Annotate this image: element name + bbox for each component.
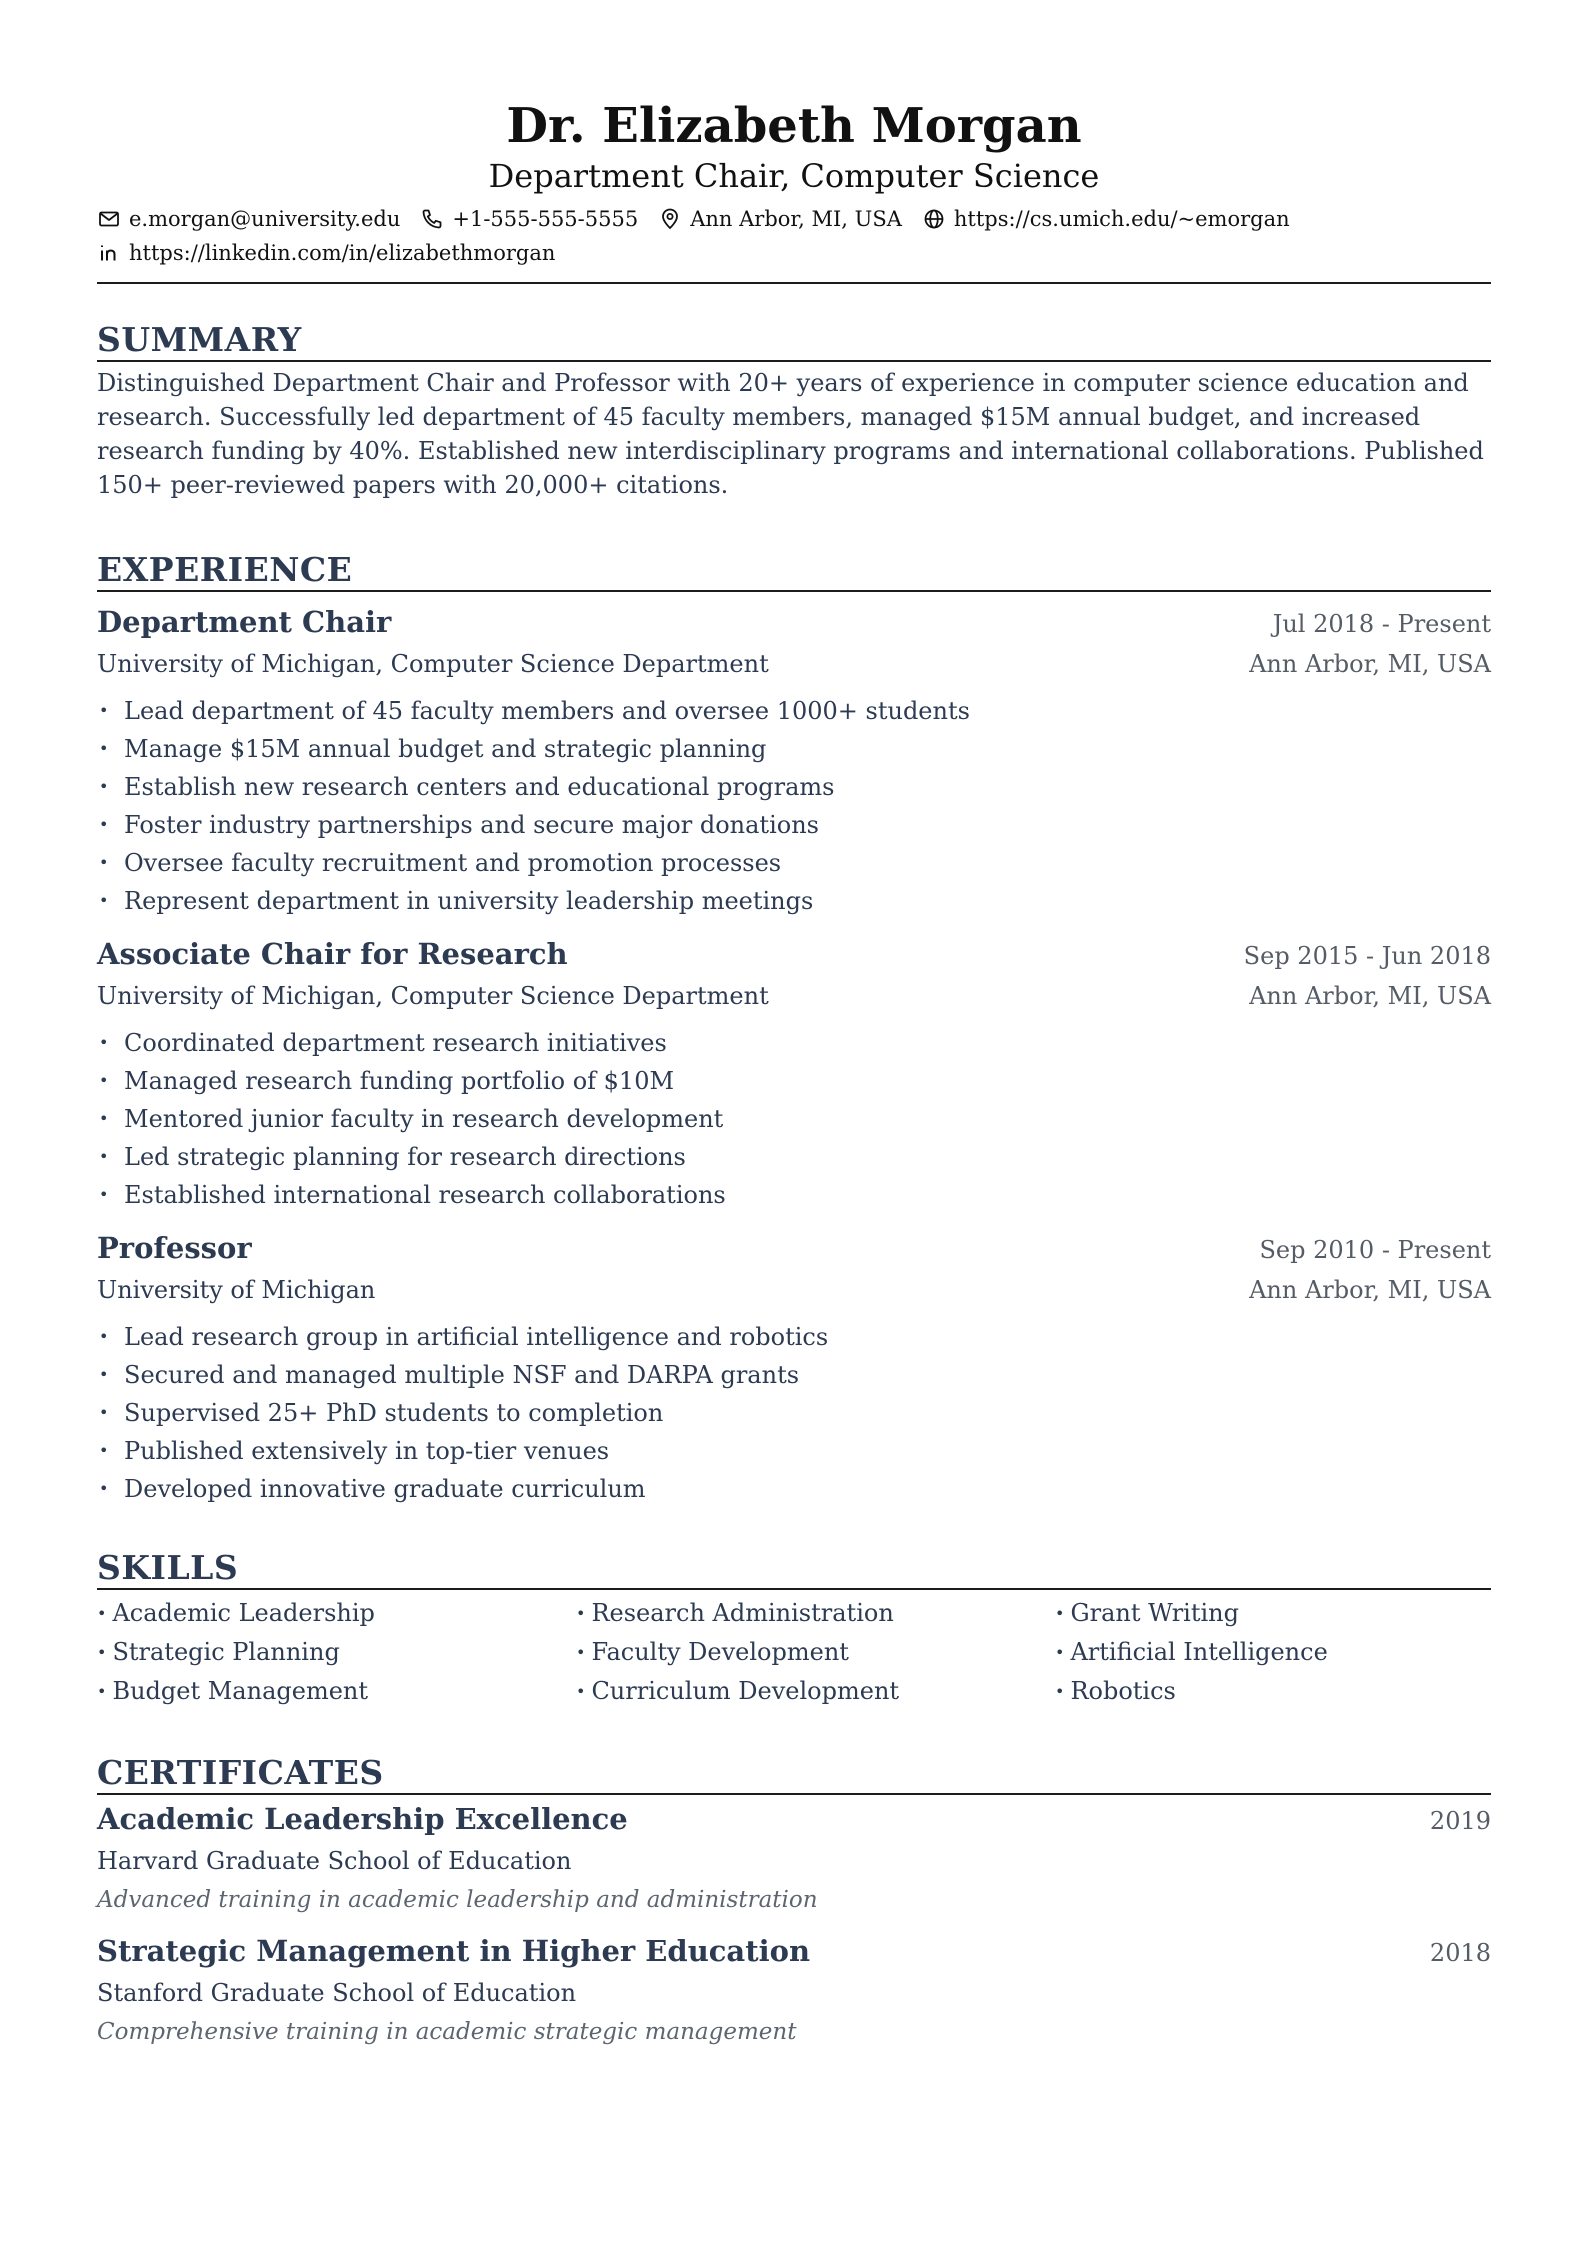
certificate-year: 2018: [1429, 1939, 1491, 1967]
certificate-description: Comprehensive training in academic strategic management: [97, 2019, 797, 2045]
certificates-section: [97, 1753, 1491, 2051]
bullet-item: • Developed innovative graduate curriculum: [97, 1470, 1491, 1508]
job-location: Ann Arbor, MI, USA: [1249, 650, 1491, 678]
experience-item: [97, 934, 1491, 1214]
skill-item: • Artificial Intelligence: [1055, 1638, 1328, 1666]
certificate-name: Academic Leadership Excellence: [97, 1802, 628, 1836]
certificate-item: [97, 1799, 1491, 1919]
bullet-item: • Establish new research centers and educational programs: [97, 768, 1491, 806]
globe-icon: [922, 207, 946, 231]
phone-icon: [420, 207, 444, 231]
skill-item: • Curriculum Development: [576, 1677, 900, 1705]
bullet-item: • Foster industry partnerships and secure major donations: [97, 806, 1491, 844]
job-organization: University of Michigan: [97, 1276, 376, 1304]
bullet-item: • Manage $15M annual budget and strategic planning: [97, 730, 1491, 768]
job-bullets: [97, 692, 1491, 920]
job-organization: University of Michigan, Computer Science Department: [97, 650, 769, 678]
contact-linkedin[interactable]: [97, 236, 555, 270]
contact-location: [658, 202, 902, 236]
skill-item: • Academic Leadership: [97, 1599, 375, 1627]
website-link[interactable]: https://cs.umich.edu/~emorgan: [953, 207, 1290, 231]
skill-item: • Research Administration: [576, 1599, 894, 1627]
skill-item: • Budget Management: [97, 1677, 369, 1705]
job-bullets: [97, 1318, 1491, 1508]
bullet-item: • Lead research group in artificial intelligence and robotics: [97, 1318, 1491, 1356]
summary-text: Distinguished Department Chair and Professor with 20+ years of experience in computer science education and research. Successfully led department of 45 faculty members, managed $15M annual budget, and increased research funding by 40%. Established new interdisciplinary programs and international collaborations. Published 150+ peer-reviewed papers with 20,000+ citations.: [97, 369, 1484, 499]
candidate-name: Dr. Elizabeth Morgan: [506, 98, 1082, 154]
certificate-name: Strategic Management in Higher Education: [97, 1934, 811, 1968]
linkedin-icon: [97, 241, 121, 265]
bullet-item: • Oversee faculty recruitment and promotion processes: [97, 844, 1491, 882]
bullet-item: • Lead department of 45 faculty members and oversee 1000+ students: [97, 692, 1491, 730]
experience-item: [97, 602, 1491, 920]
skill-item: • Strategic Planning: [97, 1638, 340, 1666]
section-divider: [97, 1793, 1491, 1795]
certificate-description: Advanced training in academic leadership and administration: [97, 1887, 818, 1913]
skills-grid: [97, 1594, 1491, 1711]
section-divider: [97, 360, 1491, 362]
section-title-summary: SUMMARY: [97, 320, 302, 359]
job-dates: Sep 2015 - Jun 2018: [1243, 942, 1491, 970]
certificate-year: 2019: [1429, 1807, 1491, 1835]
contact-row-2: [97, 236, 1491, 270]
section-divider: [97, 1588, 1491, 1590]
bullet-item: • Supervised 25+ PhD students to completion: [97, 1394, 1491, 1432]
job-bullets: [97, 1024, 1491, 1214]
job-location: Ann Arbor, MI, USA: [1249, 982, 1491, 1010]
bullet-item: • Published extensively in top-tier venues: [97, 1432, 1491, 1470]
skill-item: • Grant Writing: [1055, 1599, 1239, 1627]
phone-text[interactable]: +1-555-555-5555: [452, 207, 639, 231]
certificate-item: [97, 1931, 1491, 2051]
section-title-skills: SKILLS: [97, 1548, 239, 1587]
bullet-item: • Established international research collaborations: [97, 1176, 1491, 1214]
summary-section: [97, 320, 1491, 502]
bullet-item: • Secured and managed multiple NSF and DARPA grants: [97, 1356, 1491, 1394]
bullet-item: • Managed research funding portfolio of $10M: [97, 1062, 1491, 1100]
location-pin-icon: [658, 207, 682, 231]
certificate-issuer: Harvard Graduate School of Education: [97, 1847, 572, 1875]
bullet-item: • Mentored junior faculty in research development: [97, 1100, 1491, 1138]
job-dates: Sep 2010 - Present: [1259, 1236, 1491, 1264]
section-title-experience: EXPERIENCE: [97, 550, 353, 589]
certificate-issuer: Stanford Graduate School of Education: [97, 1979, 577, 2007]
skill-item: • Robotics: [1055, 1677, 1176, 1705]
mail-icon: [97, 207, 121, 231]
section-title-certificates: CERTIFICATES: [97, 1753, 384, 1792]
contact-website[interactable]: [922, 202, 1290, 236]
bullet-item: • Led strategic planning for research directions: [97, 1138, 1491, 1176]
skills-section: [97, 1548, 1491, 1711]
contact-email[interactable]: [97, 202, 400, 236]
linkedin-link[interactable]: https://linkedin.com/in/elizabethmorgan: [129, 241, 556, 265]
experience-section: [97, 550, 1491, 1508]
contact-phone[interactable]: [420, 202, 638, 236]
job-location: Ann Arbor, MI, USA: [1249, 1276, 1491, 1304]
location-text: Ann Arbor, MI, USA: [690, 207, 902, 231]
job-title: Professor: [97, 1231, 252, 1265]
job-dates: Jul 2018 - Present: [1272, 610, 1491, 638]
job-title: Department Chair: [97, 605, 392, 639]
candidate-headline: Department Chair, Computer Science: [488, 157, 1100, 195]
job-title: Associate Chair for Research: [97, 937, 568, 971]
bullet-item: • Coordinated department research initiatives: [97, 1024, 1491, 1062]
header-divider: [97, 282, 1491, 284]
experience-item: [97, 1228, 1491, 1508]
bullet-item: • Represent department in university leadership meetings: [97, 882, 1491, 920]
email-text[interactable]: e.morgan@university.edu: [129, 207, 401, 231]
skill-item: • Faculty Development: [576, 1638, 849, 1666]
job-organization: University of Michigan, Computer Science Department: [97, 982, 769, 1010]
section-divider: [97, 590, 1491, 592]
contact-row: [97, 202, 1491, 236]
